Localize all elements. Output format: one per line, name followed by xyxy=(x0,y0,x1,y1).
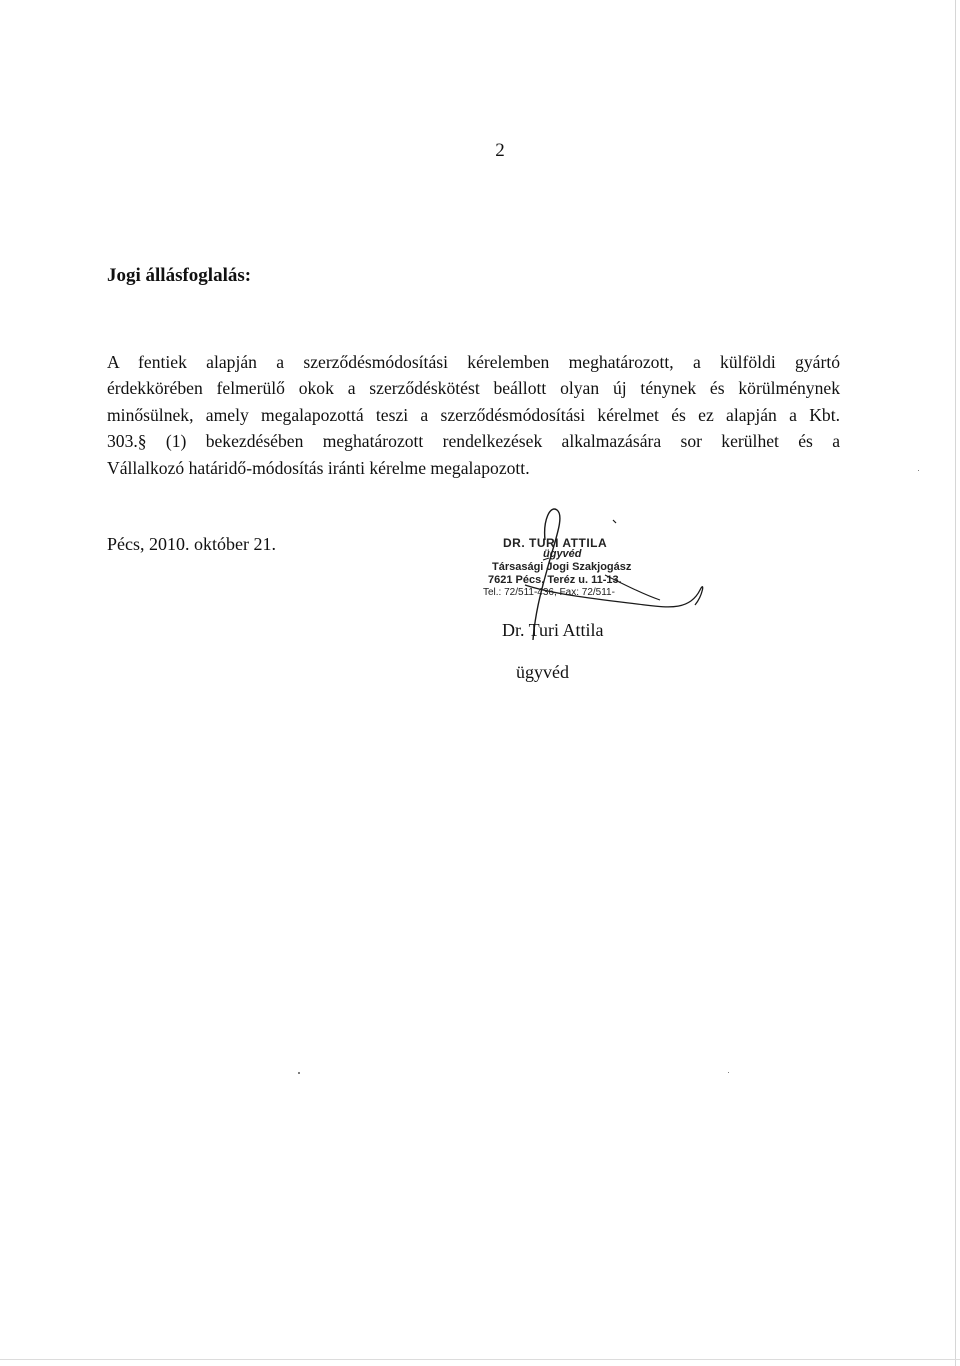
signer-name: Dr. Turi Attila xyxy=(502,620,604,640)
scan-speck xyxy=(298,1072,300,1074)
stamp-title: ügyvéd xyxy=(543,548,582,560)
body-line: Vállalkozó határidő-módosítás iránti kérelme megalapozott. xyxy=(107,457,530,478)
stamp-firm: Társasági Jogi Szakjogász xyxy=(492,561,632,573)
stamp-address: 7621 Pécs, Teréz u. 11-13. xyxy=(488,574,622,586)
stamp-phone: Tel.: 72/511-436, Fax: 72/511- xyxy=(483,587,615,598)
body-line: minősülnek, amely megalapozottá teszi a szerződésmódosítási kérelmet és ez alapján a Kbt. xyxy=(107,404,840,425)
body-line: 303.§ (1) bekezdésében meghatározott rendelkezések alkalmazására sor kerülhet és a xyxy=(107,431,840,452)
signer-title: ügyvéd xyxy=(516,662,569,682)
body-paragraph xyxy=(107,349,840,481)
page-edge-right xyxy=(955,0,956,1366)
body-line: érdekkörében felmerülő okok a szerződéskötést beállott olyan új ténynek és körülménynek xyxy=(107,378,840,399)
page-edge-bottom xyxy=(0,1359,960,1360)
body-line: A fentiek alapján a szerződésmódosítási kérelemben meghatározott, a külföldi gyártó xyxy=(107,352,840,372)
stamp-name: DR. TURI ATTILA xyxy=(503,536,608,550)
place-and-date: Pécs, 2010. október 21. xyxy=(107,534,276,554)
page-number: 2 xyxy=(495,140,505,161)
section-heading: Jogi állásfoglalás: xyxy=(107,265,252,286)
scan-speck xyxy=(918,470,919,471)
scan-speck xyxy=(728,1072,729,1073)
